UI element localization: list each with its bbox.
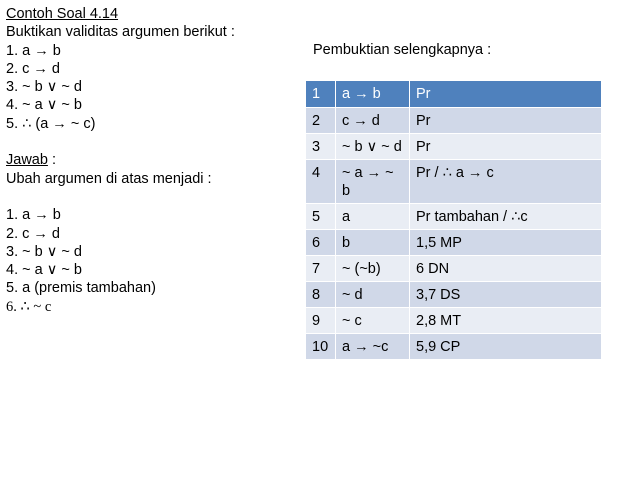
proof-row xyxy=(306,282,602,308)
statement-cell: ~ (~b) xyxy=(336,256,410,282)
statement-cell: ~ c xyxy=(336,308,410,334)
statement-cell: ~ b ∨ ~ d xyxy=(336,134,410,160)
step-number-cell: 8 xyxy=(306,282,336,308)
converted-conclusion: 6. ∴ ~ c xyxy=(6,298,52,315)
statement-cell: a → ~c xyxy=(336,334,410,360)
statement-cell: c → d xyxy=(336,108,410,134)
reason-cell: 5,9 CP xyxy=(410,334,602,360)
converted-line: 4. ~ a ∨ ~ b xyxy=(6,262,82,279)
statement-cell: ~ d xyxy=(336,282,410,308)
premise-line: 4. ~ a ∨ ~ b xyxy=(6,97,82,114)
proof-row xyxy=(306,81,602,108)
premise-line: 1. a → b xyxy=(6,42,61,59)
step-number-cell: 5 xyxy=(306,204,336,230)
answer-heading xyxy=(6,151,296,169)
reason-cell: Pr tambahan / ∴c xyxy=(410,204,602,230)
reason-cell: 2,8 MT xyxy=(410,308,602,334)
converted-line: 3. ~ b ∨ ~ d xyxy=(6,243,82,260)
reason-cell: Pr / ∴ a → c xyxy=(410,160,602,204)
rewrite-instruction: Ubah argumen di atas menjadi : xyxy=(6,170,212,187)
proof-row xyxy=(306,334,602,360)
step-number-cell: 10 xyxy=(306,334,336,360)
proof-row xyxy=(306,204,602,230)
step-number-cell: 2 xyxy=(306,108,336,134)
proof-row xyxy=(306,230,602,256)
step-number-cell: 9 xyxy=(306,308,336,334)
instruction-text: Buktikan validitas argumen berikut : xyxy=(6,24,235,41)
converted-line: 1. a → b xyxy=(6,207,61,224)
step-number-cell: 4 xyxy=(306,160,336,204)
reason-cell: 6 DN xyxy=(410,256,602,282)
reason-cell: 1,5 MP xyxy=(410,230,602,256)
example-problem xyxy=(6,5,296,316)
proof-table xyxy=(305,80,602,360)
statement-cell: a xyxy=(336,204,410,230)
proof-row xyxy=(306,108,602,134)
step-number-cell: 7 xyxy=(306,256,336,282)
statement-cell: b xyxy=(336,230,410,256)
converted-line: 2. c → d xyxy=(6,225,60,242)
reason-cell: Pr xyxy=(410,81,602,108)
premise-line: 3. ~ b ∨ ~ d xyxy=(6,79,82,96)
proof-row xyxy=(306,256,602,282)
spacer xyxy=(6,188,296,206)
reason-cell: Pr xyxy=(410,108,602,134)
proof-title: Pembuktian selengkapnya : xyxy=(313,42,492,58)
example-title: Contoh Soal 4.14 xyxy=(6,6,119,22)
step-number-cell: 3 xyxy=(306,134,336,160)
statement-cell: a → b xyxy=(336,81,410,108)
statement-cell: ~ a → ~ b xyxy=(336,160,410,204)
step-number-cell: 1 xyxy=(306,81,336,108)
proof-row xyxy=(306,308,602,334)
converted-line: 5. a (premis tambahan) xyxy=(6,280,156,297)
premise-line: 2. c → d xyxy=(6,60,60,77)
reason-cell: Pr xyxy=(410,134,602,160)
proof-row xyxy=(306,160,602,204)
reason-cell: 3,7 DS xyxy=(410,282,602,308)
conclusion-line: 5. ∴ (a → ~ c) xyxy=(6,115,96,132)
answer-suffix: : xyxy=(47,152,56,169)
proof-row xyxy=(306,134,602,160)
proof-table-body xyxy=(306,81,602,360)
step-number-cell: 6 xyxy=(306,230,336,256)
answer-label: Jawab xyxy=(6,152,48,169)
spacer xyxy=(6,133,296,151)
